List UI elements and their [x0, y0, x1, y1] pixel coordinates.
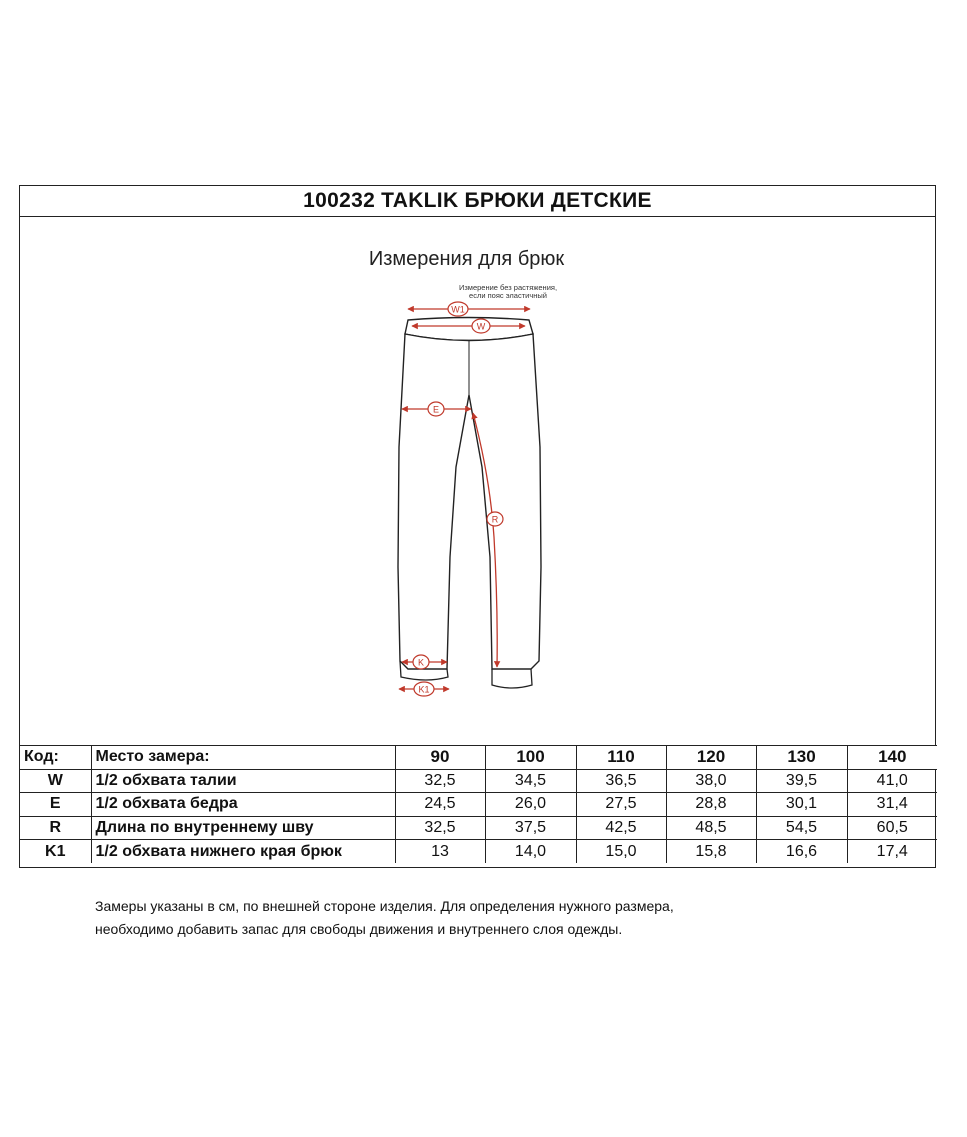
- pants-drawing: [20, 217, 937, 745]
- diagram-title: Измерения для брюк: [368, 248, 565, 270]
- row-code: R: [20, 816, 91, 840]
- marker-k: [413, 655, 429, 669]
- table-row: [20, 793, 937, 817]
- row-place: 1/2 обхвата нижнего края брюк: [91, 840, 395, 863]
- row-value: 31,4: [847, 793, 937, 817]
- row-value: 48,5: [666, 816, 756, 840]
- table-header-row: [20, 746, 937, 770]
- row-value: 13: [395, 840, 485, 863]
- marker-w: [472, 319, 490, 333]
- header-size: 110: [576, 746, 666, 770]
- product-title: 100232 TAKLIK БРЮКИ ДЕТСКИЕ: [20, 186, 935, 217]
- header-size: 120: [666, 746, 756, 770]
- measurement-note: [95, 895, 674, 941]
- table-row: [20, 769, 937, 793]
- marker-w-label: W: [476, 321, 486, 332]
- marker-r: [487, 512, 503, 526]
- marker-e-label: E: [432, 404, 440, 415]
- annotation-line-2: если пояс эластичный: [469, 291, 547, 300]
- row-value: 32,5: [395, 769, 485, 793]
- row-value: 39,5: [756, 769, 847, 793]
- row-value: 30,1: [756, 793, 847, 817]
- header-size: 130: [756, 746, 847, 770]
- row-code: W: [20, 769, 91, 793]
- marker-k1-label: K1: [418, 684, 430, 695]
- marker-w1-label: W1: [451, 304, 465, 315]
- row-value: 16,6: [756, 840, 847, 863]
- table-row: [20, 816, 937, 840]
- row-value: 37,5: [485, 816, 576, 840]
- row-value: 27,5: [576, 793, 666, 817]
- row-value: 34,5: [485, 769, 576, 793]
- row-value: 36,5: [576, 769, 666, 793]
- row-value: 60,5: [847, 816, 937, 840]
- header-size: 90: [395, 746, 485, 770]
- row-value: 14,0: [485, 840, 576, 863]
- row-place: 1/2 обхвата талии: [91, 769, 395, 793]
- right-cuff: [492, 669, 532, 688]
- row-code: K1: [20, 840, 91, 863]
- row-place: 1/2 обхвата бедра: [91, 793, 395, 817]
- marker-k-label: K: [417, 657, 425, 668]
- row-value: 15,0: [576, 840, 666, 863]
- note-line-1: Замеры указаны в см, по внешней стороне изделия. Для определения нужного размера,: [95, 898, 674, 914]
- row-value: 32,5: [395, 816, 485, 840]
- marker-e: [428, 402, 444, 416]
- measurement-diagram: [20, 217, 935, 745]
- row-value: 26,0: [485, 793, 576, 817]
- marker-r-label: R: [491, 514, 499, 525]
- row-value: 28,8: [666, 793, 756, 817]
- annotation-line-1: Измерение без растяжения,: [458, 283, 558, 292]
- row-value: 54,5: [756, 816, 847, 840]
- size-table: [20, 745, 937, 863]
- row-value: 41,0: [847, 769, 937, 793]
- header-place: Место замера:: [91, 746, 395, 770]
- header-size: 140: [847, 746, 937, 770]
- row-value: 42,5: [576, 816, 666, 840]
- row-value: 15,8: [666, 840, 756, 863]
- header-code: Код:: [20, 746, 91, 770]
- row-value: 17,4: [847, 840, 937, 863]
- size-chart-sheet: [19, 185, 936, 868]
- marker-k1: [414, 682, 434, 696]
- table-row: [20, 840, 937, 863]
- row-value: 38,0: [666, 769, 756, 793]
- header-size: 100: [485, 746, 576, 770]
- row-code: E: [20, 793, 91, 817]
- marker-w1: [448, 302, 468, 316]
- row-value: 24,5: [395, 793, 485, 817]
- row-place: Длина по внутреннему шву: [91, 816, 395, 840]
- note-line-2: необходимо добавить запас для свободы движения и внутреннего слоя одежды.: [95, 921, 623, 937]
